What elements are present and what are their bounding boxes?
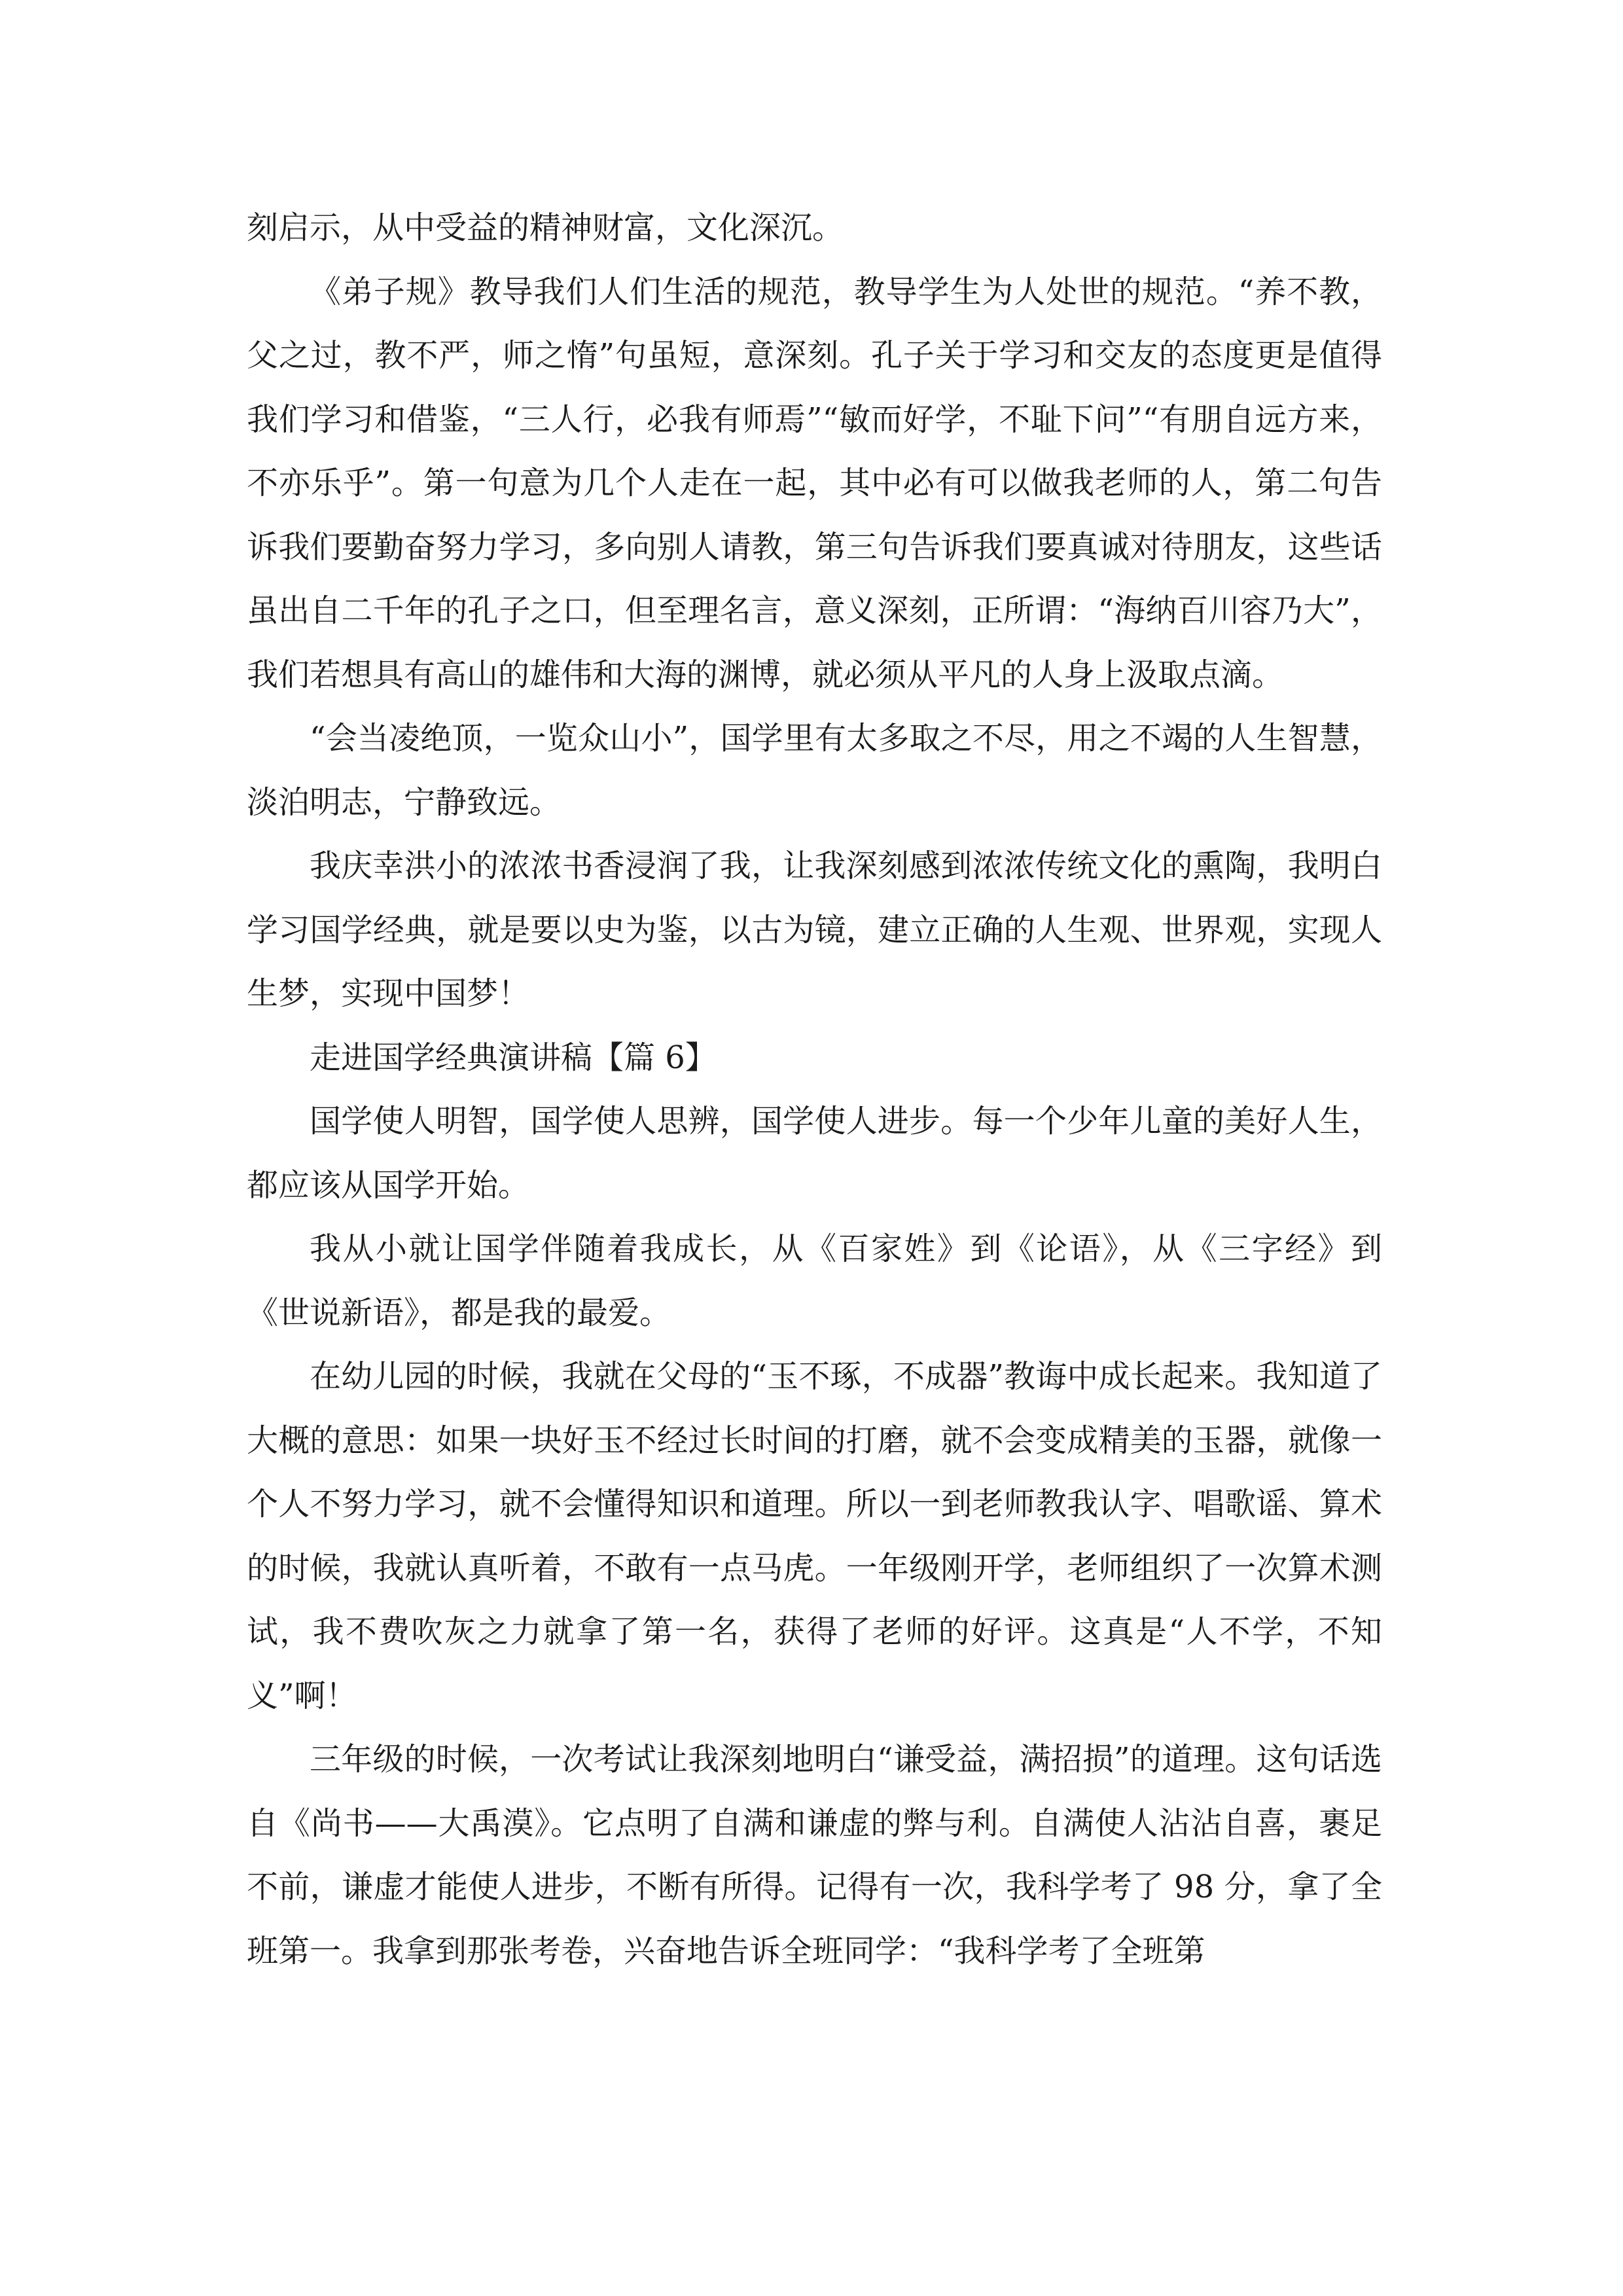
paragraph-7: 在幼儿园的时候，我就在父母的“玉不琢，不成器”教诲中成长起来。我知道了大概的意思：如果一块好玉不经过长时间的打磨，就不会变成精美的玉器，就像一个人不努力学习，就不会懂得知识和道理。所以一到老师教我认字、唱歌谣、算术的时候，我就认真听着，不敢有一点马虎。一年级刚开学，老师组织了一次算术测试，我不费吹灰之力就拿了第一名，获得了老师的好评。这真是“人不学，不知义”啊！ bbox=[247, 1358, 1382, 1714]
paragraph-3: “会当凌绝顶，一览众山小”，国学里有太多取之不尽，用之不竭的人生智慧，淡泊明志，宁静致远。 bbox=[247, 720, 1382, 821]
paragraph-5: 国学使人明智，国学使人思辨，国学使人进步。每一个少年儿童的美好人生，都应该从国学开始。 bbox=[247, 1103, 1382, 1204]
paragraph-6: 我从小就让国学伴随着我成长，从《百家姓》到《论语》，从《三字经》到《世说新语》，都是我的最爱。 bbox=[247, 1230, 1382, 1331]
paragraph-8: 三年级的时候，一次考试让我深刻地明白“谦受益，满招损”的道理。这句话选自《尚书——大禹漠》。它点明了自满和谦虚的弊与利。自满使人沾沾自喜，裹足不前，谦虚才能使人进步，不断有所得。记得有一次，我科学考了 98 分，拿了全班第一。我拿到那张考卷，兴奋地告诉全班同学：“我科学考了全班第 bbox=[247, 1741, 1382, 1969]
section-heading: 走进国学经典演讲稿【篇 6】 bbox=[310, 1039, 717, 1076]
paragraph-2: 《弟子规》教导我们人们生活的规范，教导学生为人处世的规范。“养不教，父之过，教不严，师之惰”句虽短，意深刻。孔子关于学习和交友的态度更是值得我们学习和借鉴，“三人行，必我有师焉”“敏而好学，不耻下问”“有朋自远方来，不亦乐乎”。第一句意为几个人走在一起，其中必有可以做我老师的人，第二句告诉我们要勤奋努力学习，多向别人请教，第三句告诉我们要真诚对待朋友，这些话虽出自二千年的孔子之口，但至理名言，意义深刻，正所谓：“海纳百川容乃大”，我们若想具有高山的雄伟和大海的渊博，就必须从平凡的人身上汲取点滴。 bbox=[247, 273, 1382, 693]
body-text bbox=[247, 196, 1382, 1983]
paragraph-1: 刻启示，从中受益的精神财富，文化深沉。 bbox=[247, 209, 844, 246]
paragraph-4: 我庆幸洪小的浓浓书香浸润了我，让我深刻感到浓浓传统文化的熏陶，我明白学习国学经典，就是要以史为鉴，以古为镜，建立正确的人生观、世界观，实现人生梦，实现中国梦！ bbox=[247, 848, 1382, 1012]
